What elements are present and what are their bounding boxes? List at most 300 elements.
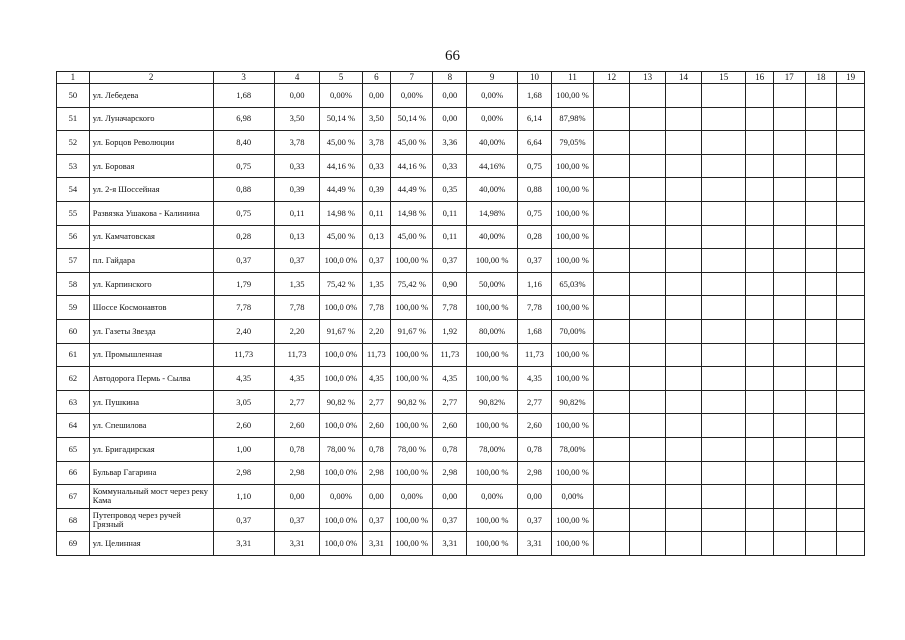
table-cell: 0,00% (467, 107, 518, 131)
table-cell: 0,78 (362, 437, 391, 461)
table-cell: 11,73 (274, 343, 319, 367)
table-cell (630, 178, 666, 202)
table-cell (630, 249, 666, 273)
table-cell (630, 508, 666, 532)
table-cell: 70,00% (551, 319, 593, 343)
table-cell (594, 249, 630, 273)
table-cell: 0,00% (320, 84, 362, 108)
table-cell: 78,00% (467, 437, 518, 461)
row-name-cell: ул. Камчатовская (89, 225, 213, 249)
column-header: 6 (362, 72, 391, 84)
table-cell: 91,67 % (320, 319, 362, 343)
table-cell: 100,0 0% (320, 461, 362, 485)
table-row (57, 437, 865, 461)
table-cell (805, 461, 837, 485)
table-cell (773, 178, 805, 202)
table-cell (773, 461, 805, 485)
table-cell (702, 296, 746, 320)
table-cell: 67 (57, 485, 90, 509)
table-cell: 90,82% (467, 390, 518, 414)
table-cell (702, 390, 746, 414)
table-cell: 0,35 (433, 178, 467, 202)
table-cell: 7,78 (274, 296, 319, 320)
column-header: 15 (702, 72, 746, 84)
table-cell (805, 131, 837, 155)
table-cell: 79,05% (551, 131, 593, 155)
table-cell (630, 201, 666, 225)
table-cell (702, 225, 746, 249)
table-cell: 63 (57, 390, 90, 414)
table-cell (837, 225, 865, 249)
table-cell (666, 437, 702, 461)
table-cell (746, 485, 773, 509)
table-cell: 2,98 (213, 461, 274, 485)
table-cell: 100,0 0% (320, 343, 362, 367)
table-row (57, 201, 865, 225)
table-cell (805, 485, 837, 509)
table-cell: 2,60 (274, 414, 319, 438)
row-name-cell: ул. Бригадирская (89, 437, 213, 461)
table-cell (594, 532, 630, 556)
table-cell: 90,82 % (320, 390, 362, 414)
table-cell: 0,37 (433, 508, 467, 532)
table-cell (702, 178, 746, 202)
table-cell: 3,78 (362, 131, 391, 155)
table-cell: 0,28 (518, 225, 552, 249)
table-row (57, 343, 865, 367)
table-cell (630, 390, 666, 414)
table-cell (594, 131, 630, 155)
table-cell: 2,77 (274, 390, 319, 414)
table-cell (837, 485, 865, 509)
table-cell: 3,78 (274, 131, 319, 155)
table-cell (594, 461, 630, 485)
table-cell: 8,40 (213, 131, 274, 155)
table-cell (594, 107, 630, 131)
table-cell: 3,31 (274, 532, 319, 556)
table-cell (630, 532, 666, 556)
table-cell: 0,75 (518, 154, 552, 178)
table-cell: 0,00% (467, 485, 518, 509)
table-cell: 4,35 (433, 367, 467, 391)
table-cell (746, 343, 773, 367)
table-cell (666, 272, 702, 296)
table-cell: 100,00 % (551, 154, 593, 178)
table-cell (805, 390, 837, 414)
table-cell: 100,00 % (467, 249, 518, 273)
table-cell (702, 272, 746, 296)
table-cell (805, 319, 837, 343)
table-cell: 11,73 (362, 343, 391, 367)
table-cell: 0,39 (274, 178, 319, 202)
table-cell (837, 437, 865, 461)
row-name-cell: ул. Целинная (89, 532, 213, 556)
table-cell: 100,0 0% (320, 508, 362, 532)
table-cell (746, 461, 773, 485)
table-cell: 0,11 (433, 201, 467, 225)
table-cell (666, 131, 702, 155)
table-cell (773, 414, 805, 438)
table-cell: 68 (57, 508, 90, 532)
table-cell (594, 508, 630, 532)
table-cell (594, 178, 630, 202)
table-cell (630, 84, 666, 108)
table-cell: 75,42 % (391, 272, 433, 296)
table-cell: 50,14 % (320, 107, 362, 131)
table-cell (805, 225, 837, 249)
table-cell: 11,73 (518, 343, 552, 367)
table-cell: 0,78 (433, 437, 467, 461)
table-cell: 44,16% (467, 154, 518, 178)
table-cell: 0,75 (518, 201, 552, 225)
table-cell: 100,0 0% (320, 414, 362, 438)
table-cell (702, 367, 746, 391)
table-cell (746, 201, 773, 225)
table-cell: 1,92 (433, 319, 467, 343)
table-cell (666, 249, 702, 273)
table-cell (837, 201, 865, 225)
table-cell: 0,00 (274, 84, 319, 108)
table-cell (805, 437, 837, 461)
table-cell (630, 461, 666, 485)
table-cell: 0,78 (274, 437, 319, 461)
table-cell: 78,00 % (320, 437, 362, 461)
table-cell: 56 (57, 225, 90, 249)
column-header: 5 (320, 72, 362, 84)
table-cell: 65 (57, 437, 90, 461)
table-row (57, 508, 865, 532)
table-cell (630, 414, 666, 438)
table-cell: 2,60 (213, 414, 274, 438)
table-cell: 0,90 (433, 272, 467, 296)
table-cell (805, 508, 837, 532)
table-cell: 100,00 % (551, 201, 593, 225)
table-cell (594, 390, 630, 414)
table-cell (630, 272, 666, 296)
row-name-cell: ул. Боровая (89, 154, 213, 178)
table-cell (666, 225, 702, 249)
table-cell: 80,00% (467, 319, 518, 343)
row-name-cell: Развязка Ушакова - Калинина (89, 201, 213, 225)
table-cell: 0,37 (518, 249, 552, 273)
data-table (56, 71, 865, 556)
table-row (57, 319, 865, 343)
table-row (57, 131, 865, 155)
table-cell: 2,98 (518, 461, 552, 485)
column-header: 12 (594, 72, 630, 84)
table-cell: 64 (57, 414, 90, 438)
table-cell (805, 107, 837, 131)
table-cell: 90,82% (551, 390, 593, 414)
table-cell (837, 178, 865, 202)
table-row (57, 532, 865, 556)
table-cell: 7,78 (518, 296, 552, 320)
table-cell: 78,00% (551, 437, 593, 461)
table-cell: 0,00 (362, 84, 391, 108)
row-name-cell: ул. Пушкина (89, 390, 213, 414)
table-cell: 0,00 (362, 485, 391, 509)
table-cell: 3,31 (433, 532, 467, 556)
table-cell: 0,00% (320, 485, 362, 509)
table-cell: 100,0 0% (320, 249, 362, 273)
table-cell (630, 319, 666, 343)
table-cell: 4,35 (274, 367, 319, 391)
table-cell: 78,00 % (391, 437, 433, 461)
table-cell: 100,00 % (551, 84, 593, 108)
table-cell: 40,00% (467, 178, 518, 202)
table-cell (805, 272, 837, 296)
table-cell: 3,50 (362, 107, 391, 131)
table-cell (773, 485, 805, 509)
table-cell (702, 414, 746, 438)
table-cell (837, 107, 865, 131)
table-cell (773, 390, 805, 414)
table-cell (666, 296, 702, 320)
table-cell: 0,37 (274, 249, 319, 273)
table-cell: 0,00% (467, 84, 518, 108)
table-cell (702, 485, 746, 509)
table-row (57, 107, 865, 131)
table-cell: 1,79 (213, 272, 274, 296)
table-cell (702, 461, 746, 485)
table-cell (746, 249, 773, 273)
table-cell: 100,00 % (467, 367, 518, 391)
table-cell: 100,00 % (551, 178, 593, 202)
table-cell: 0,75 (213, 201, 274, 225)
table-row (57, 296, 865, 320)
table-cell (773, 107, 805, 131)
table-cell (837, 272, 865, 296)
table-cell (773, 154, 805, 178)
row-name-cell: Шоссе Космонавтов (89, 296, 213, 320)
table-cell: 40,00% (467, 225, 518, 249)
table-cell: 91,67 % (391, 319, 433, 343)
row-name-cell: ул. Лебедева (89, 84, 213, 108)
table-cell: 1,68 (518, 319, 552, 343)
row-name-cell: ул. Спешилова (89, 414, 213, 438)
table-cell: 4,35 (213, 367, 274, 391)
table-cell: 100,00 % (467, 343, 518, 367)
table-cell (746, 178, 773, 202)
table-cell: 14,98% (467, 201, 518, 225)
table-cell: 90,82 % (391, 390, 433, 414)
table-cell: 69 (57, 532, 90, 556)
table-cell (666, 367, 702, 391)
table-cell (773, 319, 805, 343)
table-cell: 45,00 % (320, 131, 362, 155)
table-cell (594, 272, 630, 296)
table-cell: 0,39 (362, 178, 391, 202)
table-cell (837, 84, 865, 108)
table-cell: 50,14 % (391, 107, 433, 131)
table-cell (594, 343, 630, 367)
row-name-cell: ул. 2-я Шоссейная (89, 178, 213, 202)
table-row (57, 154, 865, 178)
table-cell (773, 367, 805, 391)
table-cell (837, 296, 865, 320)
table-cell (805, 414, 837, 438)
table-cell (805, 201, 837, 225)
table-cell: 59 (57, 296, 90, 320)
row-name-cell: ул. Промышленная (89, 343, 213, 367)
table-row (57, 367, 865, 391)
table-cell (837, 367, 865, 391)
table-row (57, 390, 865, 414)
table-cell: 0,37 (518, 508, 552, 532)
table-cell (773, 131, 805, 155)
table-cell: 100,00 % (391, 249, 433, 273)
table-cell: 58 (57, 272, 90, 296)
table-cell: 0,13 (362, 225, 391, 249)
table-cell (594, 319, 630, 343)
table-cell (594, 225, 630, 249)
table-cell: 2,20 (362, 319, 391, 343)
table-cell: 100,00 % (467, 296, 518, 320)
table-cell (594, 296, 630, 320)
table-cell (746, 367, 773, 391)
table-cell (594, 437, 630, 461)
table-cell: 44,49 % (320, 178, 362, 202)
table-cell (837, 154, 865, 178)
table-cell (837, 532, 865, 556)
table-cell (630, 225, 666, 249)
table-cell (702, 154, 746, 178)
table-cell (746, 225, 773, 249)
table-cell: 0,37 (362, 508, 391, 532)
table-cell: 0,11 (362, 201, 391, 225)
table-cell (805, 343, 837, 367)
table-cell (773, 249, 805, 273)
table-cell: 100,00 % (467, 414, 518, 438)
table-cell: 65,03% (551, 272, 593, 296)
table-cell: 2,77 (362, 390, 391, 414)
table-cell: 100,0 0% (320, 367, 362, 391)
table-cell: 14,98 % (391, 201, 433, 225)
table-cell: 2,98 (433, 461, 467, 485)
table-cell: 54 (57, 178, 90, 202)
table-cell: 40,00% (467, 131, 518, 155)
table-cell: 100,00 % (551, 508, 593, 532)
table-cell: 45,00 % (391, 225, 433, 249)
table-cell (746, 437, 773, 461)
table-cell: 52 (57, 131, 90, 155)
table-cell: 100,00 % (551, 367, 593, 391)
table-cell: 45,00 % (320, 225, 362, 249)
table-cell (666, 84, 702, 108)
table-cell (666, 532, 702, 556)
table-cell: 0,33 (433, 154, 467, 178)
table-cell: 1,68 (518, 84, 552, 108)
table-cell: 100,0 0% (320, 532, 362, 556)
table-cell: 100,00 % (391, 343, 433, 367)
table-cell: 4,35 (362, 367, 391, 391)
table-cell: 100,0 0% (320, 296, 362, 320)
row-name-cell: Бульвар Гагарина (89, 461, 213, 485)
table-cell (666, 201, 702, 225)
table-cell (746, 414, 773, 438)
table-cell: 0,37 (274, 508, 319, 532)
table-cell: 1,10 (213, 485, 274, 509)
row-name-cell: ул. Борцов Революции (89, 131, 213, 155)
table-cell: 100,00 % (391, 367, 433, 391)
table-cell: 100,00 % (551, 343, 593, 367)
table-cell: 50 (57, 84, 90, 108)
table-cell: 57 (57, 249, 90, 273)
table-cell (746, 272, 773, 296)
table-cell (630, 296, 666, 320)
table-cell: 0,28 (213, 225, 274, 249)
table-cell: 0,00 (518, 485, 552, 509)
column-header: 13 (630, 72, 666, 84)
table-cell: 100,00 % (467, 532, 518, 556)
table-cell (594, 414, 630, 438)
table-cell: 14,98 % (320, 201, 362, 225)
table-cell (773, 508, 805, 532)
row-name-cell: Коммунальный мост через реку Кама (89, 485, 213, 509)
column-header: 9 (467, 72, 518, 84)
table-cell: 7,78 (362, 296, 391, 320)
table-cell (746, 532, 773, 556)
table-cell: 1,00 (213, 437, 274, 461)
table-cell (630, 343, 666, 367)
column-header: 3 (213, 72, 274, 84)
table-cell: 100,00 % (551, 532, 593, 556)
table-cell (666, 343, 702, 367)
header-row (57, 72, 865, 84)
table-cell: 6,14 (518, 107, 552, 131)
table-cell: 2,77 (518, 390, 552, 414)
table-cell: 100,00 % (551, 414, 593, 438)
row-name-cell: ул. Газеты Звезда (89, 319, 213, 343)
table-cell: 100,00 % (551, 249, 593, 273)
table-cell: 3,31 (213, 532, 274, 556)
table-cell: 100,00 % (551, 296, 593, 320)
table-row (57, 414, 865, 438)
column-header: 18 (805, 72, 837, 84)
column-header: 8 (433, 72, 467, 84)
table-cell (805, 154, 837, 178)
table-cell: 0,37 (213, 508, 274, 532)
table-cell: 0,11 (274, 201, 319, 225)
table-cell (805, 178, 837, 202)
table-cell: 0,75 (213, 154, 274, 178)
table-cell (594, 154, 630, 178)
table-cell: 100,00 % (391, 532, 433, 556)
table-cell: 0,88 (518, 178, 552, 202)
table-cell: 3,05 (213, 390, 274, 414)
table-cell (594, 367, 630, 391)
table-cell (773, 532, 805, 556)
table-cell (702, 131, 746, 155)
table-cell (837, 390, 865, 414)
table-cell: 2,77 (433, 390, 467, 414)
table-cell (630, 131, 666, 155)
column-header: 2 (89, 72, 213, 84)
table-cell: 3,31 (518, 532, 552, 556)
table-cell: 55 (57, 201, 90, 225)
table-cell (773, 225, 805, 249)
table-cell: 11,73 (433, 343, 467, 367)
table-cell (805, 367, 837, 391)
table-cell (746, 296, 773, 320)
table-cell (666, 107, 702, 131)
table-cell: 2,60 (518, 414, 552, 438)
table-cell (837, 319, 865, 343)
table-cell: 100,00 % (391, 461, 433, 485)
table-cell (773, 272, 805, 296)
table-cell: 100,00 % (551, 225, 593, 249)
table-cell: 6,98 (213, 107, 274, 131)
